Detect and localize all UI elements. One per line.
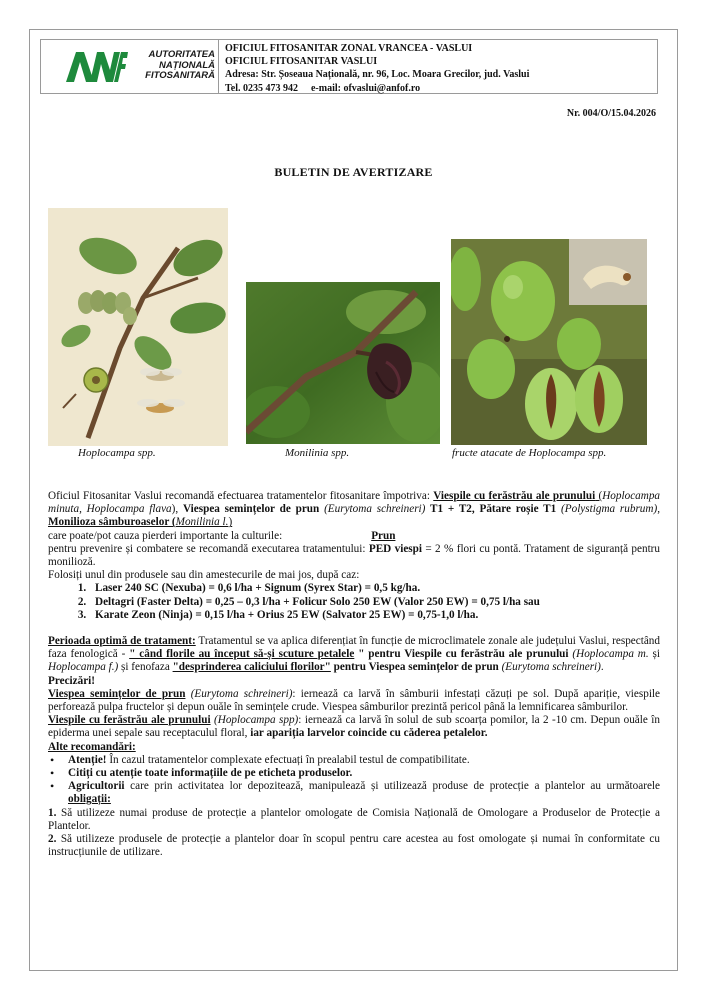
rec-item [48, 767, 660, 780]
obligation-2 [48, 833, 660, 859]
caption-hoplocampa: Hoplocampa spp. [78, 447, 156, 459]
period-paragraph [48, 635, 660, 675]
loss-text: care poate/pot cauza pierderi importante la culturile: [48, 529, 283, 542]
office-info [225, 42, 529, 95]
period-text2: și fenofaza [118, 661, 173, 674]
obligation-text: Să utilizeze numai produse de protecție a plantelor omologate de Comisia Națională de Omologare a Produselor de Protecție a Plantelor. [48, 806, 660, 832]
pest-polystigma-latin: (Polystigma rubrum) [561, 503, 658, 516]
treatment-list [48, 582, 660, 622]
treatment-item: 1. Laser 240 SC (Nexuba) = 0,6 l/ha + Signum (Syrex Star) = 0,5 kg/ha. [89, 582, 660, 595]
intro-close: ) [228, 516, 233, 529]
pest-eurytoma-treatments: T1 + T2, Pătare roșie T1 [425, 503, 557, 516]
pest-monilinia: Monilioza sâmburoaselor ( [48, 516, 176, 529]
rec-bold: Atenție! [68, 753, 107, 766]
pest-hoplocampa-latin: Hoplocampa minuta, Hoplocampa flava [48, 490, 661, 516]
treatment-item: 2. Deltagri (Faster Delta) = 0,25 – 0,3 l/ha + Folicur Solo 250 EW (Valor 250 EW) = 0,75 l/ha sau [89, 596, 660, 609]
period-text: Tratamentul se va aplica diferențiat în funcție de microclimatele zonale ale județului Vaslui, respectând faza fenologică - [48, 635, 660, 661]
botanical-illustration-icon [48, 208, 228, 446]
rec-bold: Agricultorii [68, 780, 125, 793]
attacked-fruit-photo-icon [451, 239, 647, 445]
obligation-number: 2. [48, 833, 57, 846]
crop-line [48, 530, 660, 543]
alte-heading: Alte recomandări: [48, 740, 136, 753]
prec-hoplocampa-name: Viespile cu ferăstrău ale prunului [48, 714, 211, 727]
rec-text: În cazul tratamentelor complexate efectuați în prealabil testul de compatibilitate. [106, 753, 470, 766]
office-name-zonal: OFICIUL FITOSANITAR ZONAL VRANCEA - VASLUI [225, 43, 473, 54]
pest-monilinia-latin: Monilinia l. [175, 516, 229, 529]
logo-block [41, 40, 219, 93]
prec-eurytoma-name: Viespea semințelor de prun [48, 687, 186, 700]
rec-item [48, 754, 660, 767]
recommendations-list [48, 754, 660, 807]
rec-obligations: obligații: [68, 793, 111, 806]
letterhead [40, 39, 658, 94]
logo-line-2: NAȚIONALĂ [159, 59, 215, 71]
rec-text: care prin activitatea lor depozitează, manipulează și utilizează produse de protecție a plantelor au următoarele [124, 780, 660, 793]
caption-fruits: fructe atacate de Hoplocampa spp. [452, 447, 607, 459]
precizari-heading: Precizări! [48, 674, 95, 687]
period-latin3: (Eurytoma schreineri) [501, 661, 601, 674]
prec-eurytoma-latin: (Eurytoma schreineri) [190, 687, 293, 700]
obligation-1 [48, 807, 660, 833]
ped-value: = 2 % flori cu pontă. Tratament de siguranță pentru monilioză. [48, 542, 660, 569]
document-number: Nr. 004/O/15.04.2026 [566, 108, 656, 119]
office-email[interactable]: e-mail: ofvaslui@anfof.ro [310, 82, 421, 94]
ped-paragraph [48, 543, 660, 569]
period-and: și [648, 648, 661, 661]
logo-letters: ANF [96, 72, 99, 73]
pest-eurytoma: Viespea semințelor de prun [183, 503, 320, 516]
phase-petals [129, 648, 354, 660]
logo-text [129, 50, 215, 82]
office-phone: Tel. 0235 473 942 [225, 82, 298, 94]
prec-hoplocampa-text: : iernează ca larvă în solul de sub scoarța pomilor, la 2 -10 cm. Depun ouăle în epiderma unei sepale sau receptaculul floral, [48, 714, 660, 740]
period-pest2: pentru Viespea semințelor de prun [330, 661, 499, 674]
intro-text: Oficiul Fitosanitar Vaslui recomandă efectuarea tratamentelor fitosanitare împotriva: [48, 490, 434, 502]
office-address: Adresa: Str. Șoseaua Națională, nr. 96, Loc. Moara Grecilor, jud. Vaslui [225, 69, 530, 81]
precizare-hoplocampa [48, 714, 660, 740]
bulletin-title: BULETIN DE AVERTIZARE [274, 165, 433, 179]
obligation-text: Să utilizeze produsele de protecție a plantelor doar în scopul pentru care acestea au fost omologate și numai în conformitate cu instrucțiunile de utilizare. [48, 833, 660, 859]
precizare-eurytoma [48, 688, 660, 714]
obligation-number: 1. [48, 806, 57, 819]
anf-logo-icon [64, 52, 128, 82]
prec-hoplocampa-latin: (Hoplocampa spp) [214, 714, 299, 727]
use-line: Folosiți unul din produsele sau din amestecurile de mai jos, după caz: [48, 569, 360, 582]
phase-calyx: "desprinderea caliciului florilor" [172, 661, 331, 674]
period-end: . [600, 661, 604, 674]
intro-paragraph [48, 490, 660, 530]
crop-name: Prun [371, 529, 396, 542]
monilinia-twig-photo-icon [246, 282, 440, 444]
period-heading: Perioada optimă de tratament: [48, 635, 196, 648]
logo-line-1: AUTORITATEA [148, 49, 215, 60]
ped-label: PED viespi [368, 542, 422, 555]
rec-item [48, 780, 660, 806]
rec-bold: Citiți cu atenție toate informațiile de pe eticheta produselor. [68, 767, 353, 780]
prec-eurytoma-text: : iernează ca larvă în sâmburii infestați căzuți pe sol. După apariție, viespile perforează pulpa fructelor și depun ouăle în semințele crude. Viespea sâmburilor prezintă pericol până la lemnificarea sâmburilor. [48, 687, 660, 714]
intro-sep2: , [657, 503, 661, 516]
period-pest1: " pentru Viespile cu ferăstrău ale prunului [354, 648, 569, 661]
office-name-local: OFICIUL FITOSANITAR VASLUI [225, 56, 378, 68]
logo-line-3: FITOSANITARĂ [145, 70, 215, 81]
pest-eurytoma-latin: (Eurytoma schreineri) [324, 503, 426, 516]
bulletin-body [48, 490, 660, 859]
pest-hoplocampa: Viespile cu ferăstrău ale prunului [433, 490, 596, 502]
treatment-item: 3. Karate Zeon (Ninja) = 0,15 l/ha + Orius 25 EW (Salvator 25 EW) = 0,75-1,0 l/ha. [89, 609, 660, 622]
prec-hoplocampa-bold: iar apariția larvelor coincide cu căderea petalelor. [250, 727, 488, 740]
intro-sep: ), [171, 503, 183, 516]
phase-petals-text: " când florile au început să-și scuture petalele [129, 648, 355, 661]
office-contact [225, 82, 529, 95]
caption-monilinia: Monilinia spp. [285, 447, 350, 459]
period-latin2: Hoplocampa f.) [48, 661, 119, 674]
intro-paren: ( [595, 490, 603, 502]
ped-text: pentru prevenire și combatere se recomandă executarea tratamentului: [48, 542, 369, 555]
period-latin1: (Hoplocampa m. [572, 648, 649, 661]
